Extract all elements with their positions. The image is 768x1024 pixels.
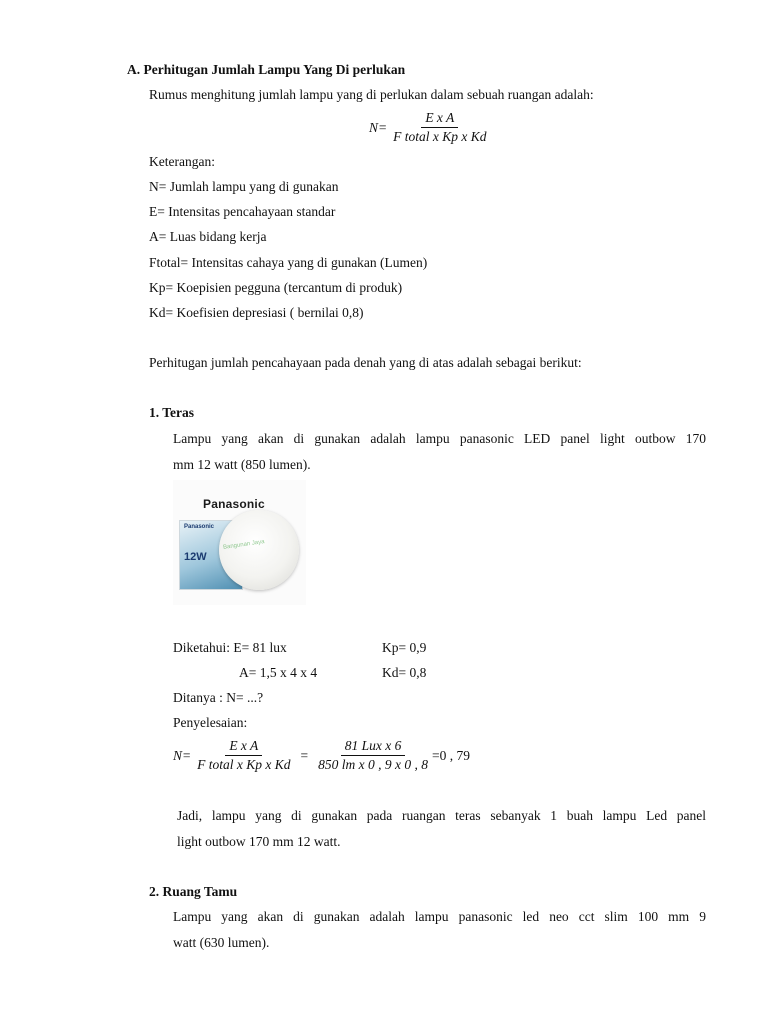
diketahui-e: Diketahui: E= 81 lux (173, 640, 287, 655)
product-image (173, 480, 306, 605)
keterangan-item: Kd= Koefisien depresiasi ( bernilai 0,8) (149, 305, 364, 320)
keterangan-item: E= Intensitas pencahayaan standar (149, 204, 336, 219)
product-brand: Panasonic (203, 497, 265, 511)
diketahui-kp: Kp= 0,9 (382, 640, 427, 655)
diketahui-kd: Kd= 0,8 (382, 665, 427, 680)
calc-numerator-2: 81 Lux x 6 (341, 738, 406, 756)
formula-denominator: F total x Kp x Kd (393, 129, 487, 144)
ruang-tamu-heading: 2. Ruang Tamu (149, 884, 238, 899)
section-title: A. Perhitugan Jumlah Lampu Yang Di perlukan (127, 62, 406, 77)
keterangan-heading: Keterangan: (149, 154, 215, 169)
teras-desc: Lampu yang akan di gunakan adalah lampu panasonic LED panel light outbow 170 (173, 431, 706, 446)
perhitungan-intro: Perhitugan jumlah pencahayaan pada denah yang di atas adalah sebagai berikut: (149, 355, 582, 370)
formula-numerator: E x A (421, 110, 458, 128)
ruang-tamu-desc-2: watt (630 lumen). (173, 935, 270, 950)
formula-lhs: N= (369, 119, 388, 135)
box-brand: Panasonic (184, 524, 215, 530)
teras-heading: 1. Teras (149, 405, 195, 420)
keterangan-item: Ftotal= Intensitas cahaya yang di gunakan (Lumen) (149, 255, 428, 270)
ditanya: Ditanya : N= ...? (173, 690, 264, 705)
teras-conclusion-2: light outbow 170 mm 12 watt. (177, 834, 341, 849)
keterangan-item: A= Luas bidang kerja (149, 229, 267, 244)
box-watt: 12W (184, 551, 207, 563)
teras-conclusion: Jadi, lampu yang di gunakan pada ruangan teras sebanyak 1 buah lampu Led panel (177, 808, 706, 823)
main-formula (369, 110, 491, 145)
watermark: Bangunan Jaya (222, 539, 265, 551)
calc-denominator-2: 850 lm x 0 , 9 x 0 , 8 (318, 757, 428, 772)
diketahui-a: A= 1,5 x 4 x 4 (239, 665, 318, 680)
teras-desc-2: mm 12 watt (850 lumen). (173, 457, 311, 472)
led-panel (219, 510, 299, 590)
intro-text: Rumus menghitung jumlah lampu yang di perlukan dalam sebuah ruangan adalah: (149, 87, 594, 102)
keterangan-item: Kp= Koepisien pegguna (tercantum di produk) (149, 280, 403, 295)
calc-equals: = (300, 747, 309, 763)
calc-lhs: N= (173, 747, 192, 763)
keterangan-item: N= Jumlah lampu yang di gunakan (149, 179, 339, 194)
calc-numerator-1: E x A (225, 738, 262, 756)
penyelesaian: Penyelesaian: (173, 715, 248, 730)
calc-formula (173, 738, 470, 773)
calc-result: =0 , 79 (431, 747, 470, 763)
ruang-tamu-desc: Lampu yang akan di gunakan adalah lampu panasonic led neo cct slim 100 mm 9 (173, 909, 706, 924)
calc-denominator-1: F total x Kp x Kd (197, 757, 291, 772)
